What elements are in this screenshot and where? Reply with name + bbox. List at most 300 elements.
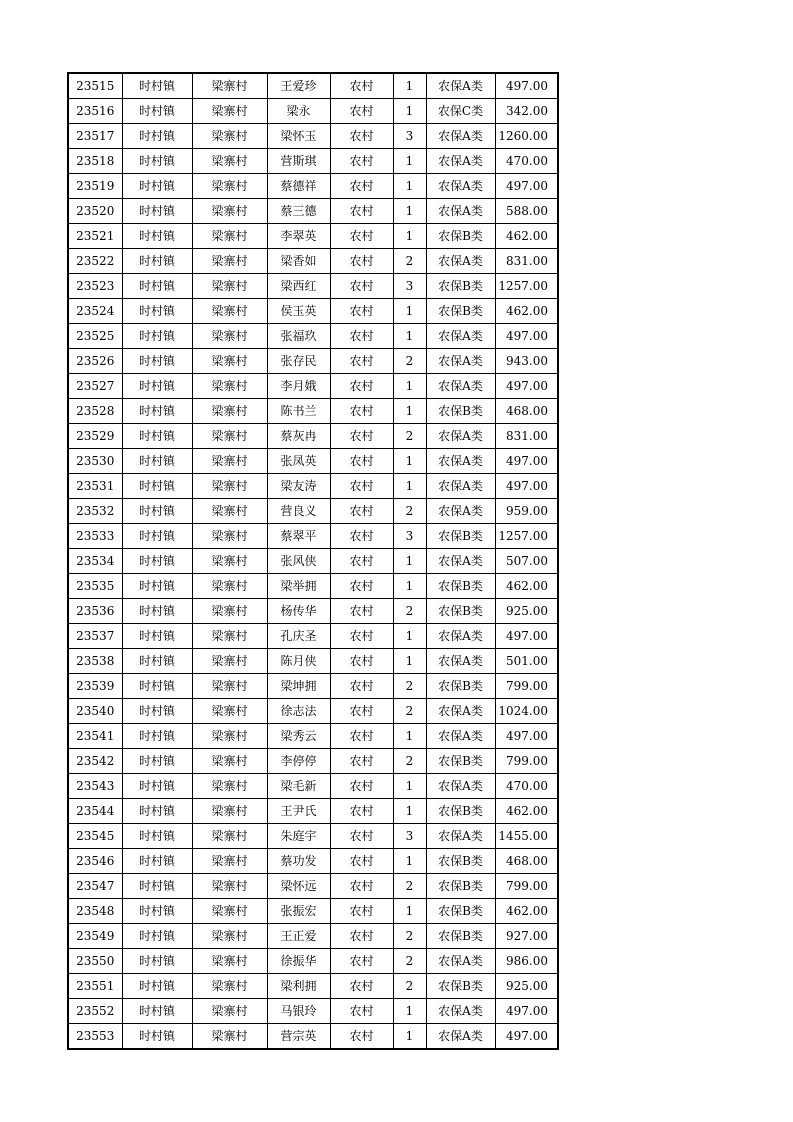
area-type-cell: 农村: [330, 999, 393, 1024]
household-count-cell: 1: [393, 649, 426, 674]
table-row: [68, 349, 558, 374]
village-cell: 梁寨村: [192, 1024, 267, 1050]
table-row: [68, 549, 558, 574]
household-count-cell: 1: [393, 774, 426, 799]
household-count-cell: 3: [393, 824, 426, 849]
name-cell: 徐振华: [267, 949, 330, 974]
household-count-cell: 1: [393, 374, 426, 399]
table-row: [68, 824, 558, 849]
record-id: 23546: [68, 849, 122, 874]
area-type-cell: 农村: [330, 124, 393, 149]
category-cell: 农保A类: [426, 449, 495, 474]
name-cell: 王爱珍: [267, 73, 330, 99]
household-count-cell: 1: [393, 474, 426, 499]
village-cell: 梁寨村: [192, 849, 267, 874]
household-count-cell: 1: [393, 999, 426, 1024]
household-count-cell: 1: [393, 1024, 426, 1050]
category-cell: 农保A类: [426, 699, 495, 724]
village-cell: 梁寨村: [192, 874, 267, 899]
town-cell: 时村镇: [122, 174, 192, 199]
name-cell: 梁怀远: [267, 874, 330, 899]
name-cell: 蔡灰冉: [267, 424, 330, 449]
town-cell: 时村镇: [122, 474, 192, 499]
record-id: 23547: [68, 874, 122, 899]
town-cell: 时村镇: [122, 249, 192, 274]
table-row: [68, 999, 558, 1024]
record-id: 23541: [68, 724, 122, 749]
name-cell: 梁利拥: [267, 974, 330, 999]
amount-cell: 462.00: [495, 224, 558, 249]
area-type-cell: 农村: [330, 974, 393, 999]
table-row: [68, 499, 558, 524]
record-id: 23519: [68, 174, 122, 199]
table-row: [68, 849, 558, 874]
household-count-cell: 3: [393, 124, 426, 149]
town-cell: 时村镇: [122, 674, 192, 699]
category-cell: 农保A类: [426, 124, 495, 149]
household-count-cell: 1: [393, 224, 426, 249]
table-row: [68, 699, 558, 724]
record-id: 23526: [68, 349, 122, 374]
record-id: 23543: [68, 774, 122, 799]
household-count-cell: 1: [393, 199, 426, 224]
record-id: 23525: [68, 324, 122, 349]
table-row: [68, 249, 558, 274]
record-id: 23532: [68, 499, 122, 524]
name-cell: 蔡翠平: [267, 524, 330, 549]
area-type-cell: 农村: [330, 224, 393, 249]
household-count-cell: 2: [393, 249, 426, 274]
village-cell: 梁寨村: [192, 349, 267, 374]
amount-cell: 501.00: [495, 649, 558, 674]
name-cell: 营斯琪: [267, 149, 330, 174]
amount-cell: 497.00: [495, 1024, 558, 1050]
records-table: [67, 72, 559, 1050]
record-id: 23530: [68, 449, 122, 474]
name-cell: 王正爱: [267, 924, 330, 949]
record-id: 23515: [68, 73, 122, 99]
village-cell: 梁寨村: [192, 374, 267, 399]
area-type-cell: 农村: [330, 849, 393, 874]
town-cell: 时村镇: [122, 299, 192, 324]
amount-cell: 1257.00: [495, 274, 558, 299]
table-row: [68, 124, 558, 149]
name-cell: 梁怀玉: [267, 124, 330, 149]
amount-cell: 1455.00: [495, 824, 558, 849]
town-cell: 时村镇: [122, 99, 192, 124]
amount-cell: 497.00: [495, 474, 558, 499]
town-cell: 时村镇: [122, 274, 192, 299]
record-id: 23528: [68, 399, 122, 424]
village-cell: 梁寨村: [192, 424, 267, 449]
village-cell: 梁寨村: [192, 324, 267, 349]
amount-cell: 497.00: [495, 999, 558, 1024]
area-type-cell: 农村: [330, 924, 393, 949]
table-row: [68, 874, 558, 899]
village-cell: 梁寨村: [192, 274, 267, 299]
town-cell: 时村镇: [122, 899, 192, 924]
table-row: [68, 424, 558, 449]
record-id: 23531: [68, 474, 122, 499]
town-cell: 时村镇: [122, 424, 192, 449]
amount-cell: 497.00: [495, 324, 558, 349]
category-cell: 农保A类: [426, 949, 495, 974]
area-type-cell: 农村: [330, 874, 393, 899]
household-count-cell: 2: [393, 424, 426, 449]
name-cell: 马银玲: [267, 999, 330, 1024]
village-cell: 梁寨村: [192, 149, 267, 174]
table-row: [68, 924, 558, 949]
category-cell: 农保B类: [426, 749, 495, 774]
category-cell: 农保A类: [426, 73, 495, 99]
record-id: 23544: [68, 799, 122, 824]
area-type-cell: 农村: [330, 249, 393, 274]
amount-cell: 497.00: [495, 724, 558, 749]
household-count-cell: 2: [393, 349, 426, 374]
village-cell: 梁寨村: [192, 73, 267, 99]
category-cell: 农保B类: [426, 924, 495, 949]
town-cell: 时村镇: [122, 149, 192, 174]
category-cell: 农保B类: [426, 899, 495, 924]
table-row: [68, 99, 558, 124]
village-cell: 梁寨村: [192, 749, 267, 774]
name-cell: 梁坤拥: [267, 674, 330, 699]
area-type-cell: 农村: [330, 424, 393, 449]
category-cell: 农保B类: [426, 874, 495, 899]
record-id: 23518: [68, 149, 122, 174]
household-count-cell: 1: [393, 174, 426, 199]
name-cell: 梁永: [267, 99, 330, 124]
table-row: [68, 774, 558, 799]
amount-cell: 925.00: [495, 974, 558, 999]
amount-cell: 342.00: [495, 99, 558, 124]
town-cell: 时村镇: [122, 1024, 192, 1050]
amount-cell: 925.00: [495, 599, 558, 624]
area-type-cell: 农村: [330, 574, 393, 599]
record-id: 23521: [68, 224, 122, 249]
area-type-cell: 农村: [330, 774, 393, 799]
amount-cell: 507.00: [495, 549, 558, 574]
area-type-cell: 农村: [330, 549, 393, 574]
area-type-cell: 农村: [330, 524, 393, 549]
household-count-cell: 2: [393, 599, 426, 624]
category-cell: 农保C类: [426, 99, 495, 124]
record-id: 23551: [68, 974, 122, 999]
name-cell: 李翠英: [267, 224, 330, 249]
table-row: [68, 599, 558, 624]
record-id: 23527: [68, 374, 122, 399]
name-cell: 营宗英: [267, 1024, 330, 1050]
table-row: [68, 299, 558, 324]
area-type-cell: 农村: [330, 699, 393, 724]
amount-cell: 799.00: [495, 749, 558, 774]
name-cell: 王尹氏: [267, 799, 330, 824]
village-cell: 梁寨村: [192, 199, 267, 224]
record-id: 23534: [68, 549, 122, 574]
amount-cell: 799.00: [495, 874, 558, 899]
record-id: 23536: [68, 599, 122, 624]
amount-cell: 1024.00: [495, 699, 558, 724]
village-cell: 梁寨村: [192, 474, 267, 499]
amount-cell: 959.00: [495, 499, 558, 524]
record-id: 23539: [68, 674, 122, 699]
area-type-cell: 农村: [330, 949, 393, 974]
name-cell: 梁西红: [267, 274, 330, 299]
record-id: 23535: [68, 574, 122, 599]
village-cell: 梁寨村: [192, 799, 267, 824]
table-row: [68, 224, 558, 249]
town-cell: 时村镇: [122, 399, 192, 424]
name-cell: 梁毛新: [267, 774, 330, 799]
amount-cell: 799.00: [495, 674, 558, 699]
village-cell: 梁寨村: [192, 599, 267, 624]
amount-cell: 462.00: [495, 299, 558, 324]
table-row: [68, 199, 558, 224]
name-cell: 蔡德祥: [267, 174, 330, 199]
table-body: [68, 73, 558, 1049]
amount-cell: 462.00: [495, 574, 558, 599]
name-cell: 梁秀云: [267, 724, 330, 749]
household-count-cell: 1: [393, 299, 426, 324]
category-cell: 农保A类: [426, 624, 495, 649]
household-count-cell: 3: [393, 274, 426, 299]
table-row: [68, 449, 558, 474]
village-cell: 梁寨村: [192, 774, 267, 799]
name-cell: 张福玖: [267, 324, 330, 349]
category-cell: 农保A类: [426, 549, 495, 574]
village-cell: 梁寨村: [192, 899, 267, 924]
amount-cell: 497.00: [495, 624, 558, 649]
household-count-cell: 3: [393, 524, 426, 549]
record-id: 23552: [68, 999, 122, 1024]
village-cell: 梁寨村: [192, 174, 267, 199]
table-row: [68, 574, 558, 599]
town-cell: 时村镇: [122, 699, 192, 724]
town-cell: 时村镇: [122, 599, 192, 624]
town-cell: 时村镇: [122, 774, 192, 799]
name-cell: 陈月侠: [267, 649, 330, 674]
household-count-cell: 1: [393, 724, 426, 749]
town-cell: 时村镇: [122, 624, 192, 649]
village-cell: 梁寨村: [192, 824, 267, 849]
amount-cell: 1257.00: [495, 524, 558, 549]
area-type-cell: 农村: [330, 474, 393, 499]
category-cell: 农保B类: [426, 524, 495, 549]
household-count-cell: 2: [393, 924, 426, 949]
category-cell: 农保A类: [426, 1024, 495, 1050]
household-count-cell: 1: [393, 899, 426, 924]
table-row: [68, 73, 558, 99]
table-row: [68, 474, 558, 499]
household-count-cell: 2: [393, 974, 426, 999]
category-cell: 农保A类: [426, 999, 495, 1024]
category-cell: 农保B类: [426, 574, 495, 599]
name-cell: 侯玉英: [267, 299, 330, 324]
table-row: [68, 949, 558, 974]
area-type-cell: 农村: [330, 324, 393, 349]
category-cell: 农保A类: [426, 149, 495, 174]
village-cell: 梁寨村: [192, 224, 267, 249]
amount-cell: 588.00: [495, 199, 558, 224]
town-cell: 时村镇: [122, 749, 192, 774]
record-id: 23538: [68, 649, 122, 674]
category-cell: 农保A类: [426, 824, 495, 849]
category-cell: 农保A类: [426, 174, 495, 199]
record-id: 23533: [68, 524, 122, 549]
table-row: [68, 674, 558, 699]
area-type-cell: 农村: [330, 99, 393, 124]
village-cell: 梁寨村: [192, 549, 267, 574]
village-cell: 梁寨村: [192, 974, 267, 999]
household-count-cell: 1: [393, 849, 426, 874]
record-id: 23540: [68, 699, 122, 724]
town-cell: 时村镇: [122, 574, 192, 599]
area-type-cell: 农村: [330, 624, 393, 649]
household-count-cell: 1: [393, 799, 426, 824]
amount-cell: 468.00: [495, 399, 558, 424]
area-type-cell: 农村: [330, 599, 393, 624]
town-cell: 时村镇: [122, 824, 192, 849]
category-cell: 农保A类: [426, 774, 495, 799]
amount-cell: 1260.00: [495, 124, 558, 149]
household-count-cell: 1: [393, 73, 426, 99]
amount-cell: 470.00: [495, 149, 558, 174]
town-cell: 时村镇: [122, 349, 192, 374]
area-type-cell: 农村: [330, 349, 393, 374]
table-row: [68, 149, 558, 174]
category-cell: 农保B类: [426, 974, 495, 999]
household-count-cell: 1: [393, 99, 426, 124]
household-count-cell: 1: [393, 399, 426, 424]
name-cell: 陈书兰: [267, 399, 330, 424]
town-cell: 时村镇: [122, 499, 192, 524]
area-type-cell: 农村: [330, 449, 393, 474]
category-cell: 农保B类: [426, 399, 495, 424]
area-type-cell: 农村: [330, 374, 393, 399]
category-cell: 农保A类: [426, 424, 495, 449]
name-cell: 张存民: [267, 349, 330, 374]
household-count-cell: 2: [393, 674, 426, 699]
village-cell: 梁寨村: [192, 624, 267, 649]
amount-cell: 497.00: [495, 174, 558, 199]
category-cell: 农保B类: [426, 224, 495, 249]
amount-cell: 468.00: [495, 849, 558, 874]
category-cell: 农保A类: [426, 324, 495, 349]
category-cell: 农保A类: [426, 349, 495, 374]
household-count-cell: 2: [393, 499, 426, 524]
amount-cell: 462.00: [495, 899, 558, 924]
name-cell: 李停停: [267, 749, 330, 774]
record-id: 23553: [68, 1024, 122, 1050]
category-cell: 农保B类: [426, 599, 495, 624]
record-id: 23545: [68, 824, 122, 849]
name-cell: 梁香如: [267, 249, 330, 274]
category-cell: 农保B类: [426, 849, 495, 874]
amount-cell: 497.00: [495, 449, 558, 474]
category-cell: 农保B类: [426, 674, 495, 699]
household-count-cell: 1: [393, 149, 426, 174]
household-count-cell: 2: [393, 949, 426, 974]
area-type-cell: 农村: [330, 649, 393, 674]
household-count-cell: 1: [393, 624, 426, 649]
name-cell: 梁友涛: [267, 474, 330, 499]
name-cell: 张振宏: [267, 899, 330, 924]
record-id: 23537: [68, 624, 122, 649]
name-cell: 孔庆圣: [267, 624, 330, 649]
area-type-cell: 农村: [330, 174, 393, 199]
table-row: [68, 799, 558, 824]
table-row: [68, 749, 558, 774]
area-type-cell: 农村: [330, 674, 393, 699]
name-cell: 徐志法: [267, 699, 330, 724]
area-type-cell: 农村: [330, 1024, 393, 1050]
category-cell: 农保B类: [426, 799, 495, 824]
name-cell: 梁举拥: [267, 574, 330, 599]
record-id: 23523: [68, 274, 122, 299]
town-cell: 时村镇: [122, 999, 192, 1024]
table-row: [68, 399, 558, 424]
village-cell: 梁寨村: [192, 499, 267, 524]
village-cell: 梁寨村: [192, 724, 267, 749]
village-cell: 梁寨村: [192, 924, 267, 949]
village-cell: 梁寨村: [192, 399, 267, 424]
table-row: [68, 649, 558, 674]
household-count-cell: 1: [393, 449, 426, 474]
town-cell: 时村镇: [122, 324, 192, 349]
amount-cell: 831.00: [495, 249, 558, 274]
name-cell: 朱庭宇: [267, 824, 330, 849]
area-type-cell: 农村: [330, 299, 393, 324]
area-type-cell: 农村: [330, 274, 393, 299]
village-cell: 梁寨村: [192, 249, 267, 274]
village-cell: 梁寨村: [192, 99, 267, 124]
area-type-cell: 农村: [330, 199, 393, 224]
category-cell: 农保A类: [426, 649, 495, 674]
record-id: 23516: [68, 99, 122, 124]
village-cell: 梁寨村: [192, 574, 267, 599]
area-type-cell: 农村: [330, 799, 393, 824]
record-id: 23542: [68, 749, 122, 774]
name-cell: 杨传华: [267, 599, 330, 624]
category-cell: 农保A类: [426, 199, 495, 224]
village-cell: 梁寨村: [192, 699, 267, 724]
name-cell: 蔡三德: [267, 199, 330, 224]
town-cell: 时村镇: [122, 649, 192, 674]
name-cell: 李月娥: [267, 374, 330, 399]
name-cell: 张风侠: [267, 549, 330, 574]
table-row: [68, 174, 558, 199]
table-row: [68, 974, 558, 999]
town-cell: 时村镇: [122, 124, 192, 149]
table-row: [68, 374, 558, 399]
table-row: [68, 1024, 558, 1050]
amount-cell: 497.00: [495, 73, 558, 99]
village-cell: 梁寨村: [192, 524, 267, 549]
town-cell: 时村镇: [122, 874, 192, 899]
area-type-cell: 农村: [330, 399, 393, 424]
area-type-cell: 农村: [330, 73, 393, 99]
amount-cell: 470.00: [495, 774, 558, 799]
village-cell: 梁寨村: [192, 674, 267, 699]
amount-cell: 462.00: [495, 799, 558, 824]
village-cell: 梁寨村: [192, 124, 267, 149]
household-count-cell: 2: [393, 749, 426, 774]
town-cell: 时村镇: [122, 524, 192, 549]
record-id: 23549: [68, 924, 122, 949]
area-type-cell: 农村: [330, 749, 393, 774]
town-cell: 时村镇: [122, 374, 192, 399]
area-type-cell: 农村: [330, 899, 393, 924]
